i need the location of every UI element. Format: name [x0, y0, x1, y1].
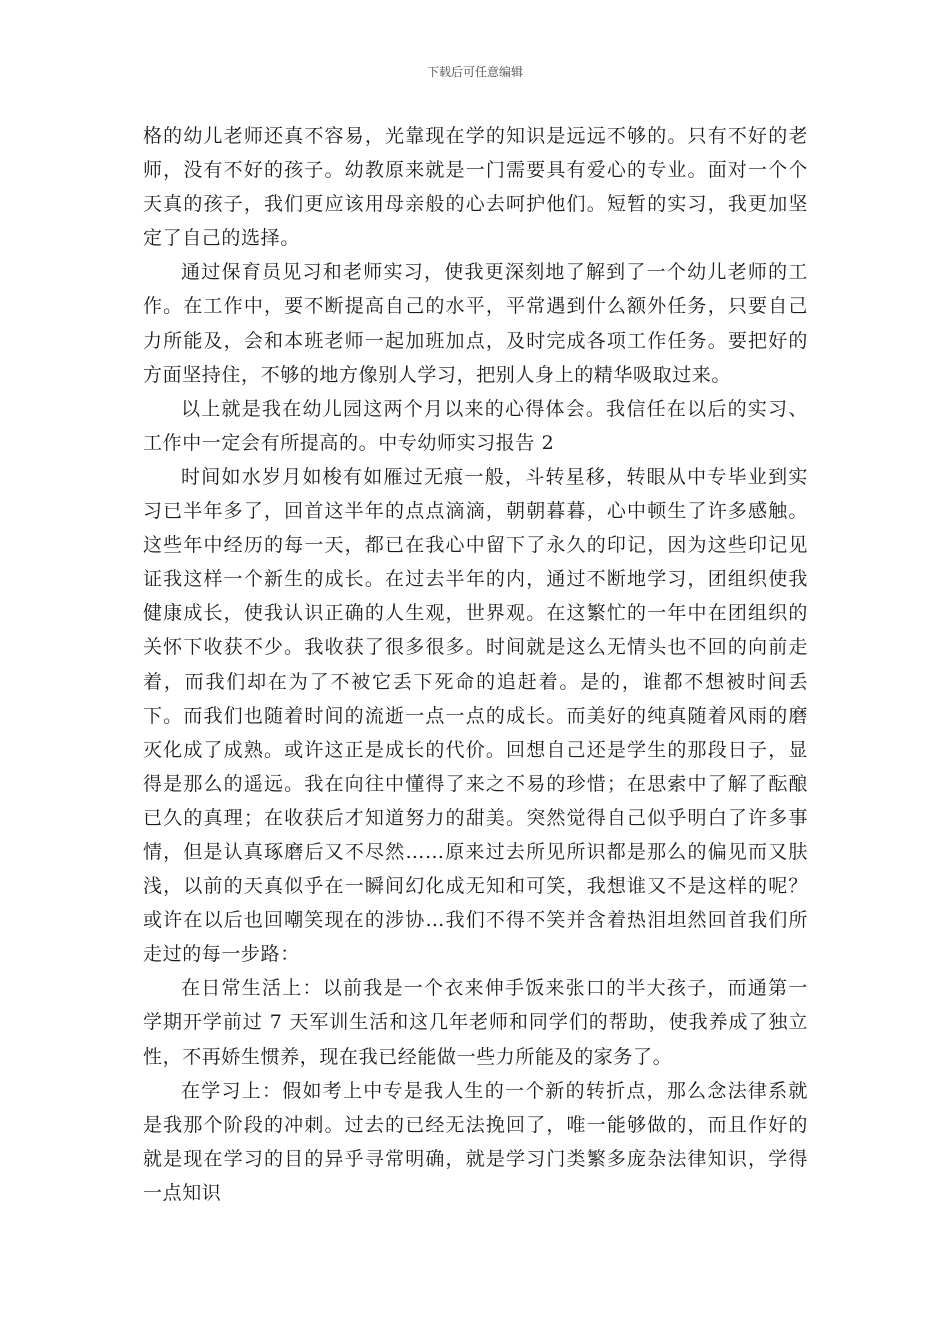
paragraph: 格的幼儿老师还真不容易，光靠现在学的知识是远远不够的。只有不好的老师，没有不好的孩子。幼教原来就是一门需要具有爱心的专业。面对一个个天真的孩子，我们更应该用母亲般的心去呵护他们。短暂的实习，我更加坚定了自己的选择。 [143, 125, 808, 250]
page-header: 下载后可任意编辑 [426, 65, 523, 79]
document-body [143, 119, 808, 1210]
paragraph: 在日常生活上：以前我是一个衣来伸手饭来张口的半大孩子，而通第一学期开学前过 7 天军训生活和这几年老师和同学们的帮助，使我养成了独立性，不再娇生惯养，现在我已经能做一些力所能及的家务了。 [143, 977, 808, 1068]
paragraph: 时间如水岁月如梭有如雁过无痕一般，斗转星移，转眼从中专毕业到实习已半年多了，回首这半年的点点滴滴，朝朝暮暮，心中顿生了许多感触。这些年中经历的每一天，都已在我心中留下了永久的印记，因为这些印记见证我这样一个新生的成长。在过去半年的内，通过不断地学习，团组织使我健康成长，使我认识正确的人生观，世界观。在这繁忙的一年中在团组织的关怀下收获不少。我收获了很多很多。时间就是这么无情头也不回的向前走着，而我们却在为了不被它丢下死命的追赶着。是的，谁都不想被时间丢下。而我们也随着时间的流逝一点一点的成长。而美好的纯真随着风雨的磨灭化成了成熟。或许这正是成长的代价。回想自己还是学生的那段日子，显得是那么的遥远。我在向往中懂得了来之不易的珍惜；在思索中了解了酝酿已久的真理；在收获后才知道努力的甜美。突然觉得自己似乎明白了许多事情，但是认真琢磨后又不尽然……原来过去所见所识都是那么的偏见而又肤浅，以前的天真似乎在一瞬间幻化成无知和可笑，我想谁又不是这样的呢？或许在以后也回嘲笑现在的涉协…我们不得不笑并含着热泪坦然回首我们所走过的每一步路： [143, 465, 808, 966]
paragraph: 以上就是我在幼儿园这两个月以来的心得体会。我信任在以后的实习、工作中一定会有所提高的。中专幼师实习报告 2 [143, 397, 808, 454]
paragraph: 通过保育员见习和老师实习，使我更深刻地了解到了一个幼儿老师的工作。在工作中，要不断提高自己的水平，平常遇到什么额外任务，只要自己力所能及，会和本班老师一起加班加点，及时完成各项工作任务。要把好的方面坚持住，不够的地方像别人学习，把别人身上的精华吸取过来。 [143, 261, 808, 386]
paragraph: 在学习上：假如考上中专是我人生的一个新的转折点，那么念法律系就是我那个阶段的冲刺。过去的已经无法挽回了，唯一能够做的，而且作好的就是现在学习的目的异乎寻常明确，就是学习门类繁多庞杂法律知识，学得一点知识 [143, 1079, 808, 1204]
